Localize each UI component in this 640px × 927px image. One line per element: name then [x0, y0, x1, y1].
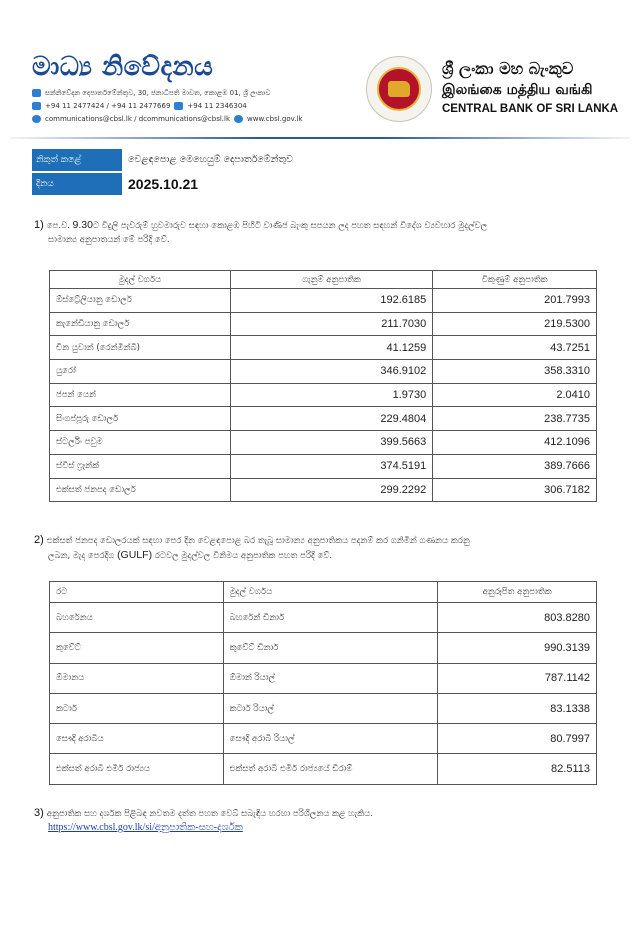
currency-cell: ස්විස් ෆ්‍රෑන්ක්: [50, 454, 231, 478]
section-3-link-line: [34, 821, 604, 835]
section-1-time: 9.30: [72, 219, 93, 231]
currency-cell: කැනේඩියානු ඩොලර්: [50, 312, 231, 336]
press-release-title: මාධ්‍ය නිවේදනය: [32, 52, 214, 82]
fax-icon: [174, 102, 183, 110]
buying-rate-cell: 211.7030: [230, 312, 433, 336]
buying-rate-cell: 346.9102: [230, 360, 433, 384]
currency-cell: ඕමාන් රියාල්: [223, 663, 438, 693]
currency-cell: ඕස්ට්‍රේලියානු ඩොලර්: [50, 289, 231, 313]
selling-rate-cell: 2.0410: [433, 383, 597, 407]
buying-rate-cell: 41.1259: [230, 336, 433, 360]
selling-rate-cell: 306.7182: [433, 478, 597, 502]
section-number: 1): [34, 219, 44, 231]
globe-icon: [234, 115, 243, 123]
envelope-icon: [32, 89, 41, 97]
table-row: [50, 633, 597, 663]
currency-cell: සිංගප්පූරු ඩොලර්: [50, 407, 231, 431]
currency-cell: ජපන් යෙන්: [50, 383, 231, 407]
buying-rate-cell: 399.5663: [230, 431, 433, 455]
selling-rate-cell: 219.5300: [433, 312, 597, 336]
fax-text: +94 11 2346304: [187, 102, 247, 110]
website-text[interactable]: www.cbsl.gov.lk: [247, 115, 303, 123]
country-cell: ඕමානය: [50, 663, 224, 693]
table-row: [50, 431, 597, 455]
table-row: [50, 693, 597, 723]
table-row: [50, 663, 597, 693]
currency-cell: කටාර් රියාල්: [223, 693, 438, 723]
country-cell: සෞදි අරාබිය: [50, 724, 224, 754]
phone-text: +94 11 2477424 / +94 11 2477669: [45, 102, 171, 110]
buying-rate-cell: 192.6185: [230, 289, 433, 313]
selling-rate-cell: 389.7666: [433, 454, 597, 478]
column-header-indicative-rate: අනුරූපිත අනුපාතික: [438, 582, 597, 603]
table-row: [50, 603, 597, 633]
bank-name-block: [442, 58, 632, 118]
rate-cell: 787.1142: [438, 663, 597, 693]
telephone-icon: [32, 102, 41, 110]
section-2-text-before-gulf: ලබන, මැද පෙරදිග: [48, 551, 118, 561]
rate-cell: 990.3139: [438, 633, 597, 663]
section-1-text-line2: සාමාන්‍ය අනුපාතයන් මේ පරිදි වේ.: [48, 235, 170, 245]
buying-rate-cell: 299.2292: [230, 478, 433, 502]
table-row: [50, 312, 597, 336]
column-header-country: රට: [50, 582, 224, 603]
table-header-row: [50, 582, 597, 603]
contact-email: [32, 114, 302, 124]
table-row: [50, 360, 597, 384]
gulf-rates-table: [49, 581, 597, 785]
at-sign-icon: [32, 115, 41, 123]
lion-icon: [388, 81, 410, 97]
table-row: [50, 383, 597, 407]
section-2-text-line1: එක්සත් ජනපද ඩොලරයක් සඳහා පෙර දින වෙළඳපොළ බර තැබූ සාමාන්‍ය අනුපාතිකය පදනම් කර ගනිමින් ගණනය කරනු: [46, 536, 470, 546]
rate-cell: 80.7997: [438, 724, 597, 754]
currency-cell: සෞදි අරාබි රියාල්: [223, 724, 438, 754]
rates-and-indices-link[interactable]: https://www.cbsl.gov.lk/si/අනුපාතික-සහ-දර්ශක: [48, 822, 243, 833]
buying-rate-cell: 374.5191: [230, 454, 433, 478]
country-cell: බහරේනය: [50, 603, 224, 633]
country-cell: කටාර්: [50, 693, 224, 723]
contact-phone: [32, 101, 247, 111]
selling-rate-cell: 43.7251: [433, 336, 597, 360]
section-2-gulf: (GULF): [117, 549, 153, 561]
table-row: [50, 724, 597, 754]
bank-name-english: CENTRAL BANK OF SRI LANKA: [442, 103, 619, 115]
column-header-selling: විකුණුම් අනුපාතික: [433, 271, 597, 289]
table-row: [50, 478, 597, 502]
date-row: [32, 173, 293, 195]
issued-by-value: වෙළඳපොළ මෙහෙයුම් දෙපාර්තමේන්තුව: [128, 154, 293, 165]
currency-cell: යුරෝ: [50, 360, 231, 384]
currency-cell: එක්සත් අරාබි එමීර් රාජ්‍යයේ ඩිරාම්: [223, 754, 438, 784]
column-header-currency: මුදල් වර්ගය: [223, 582, 438, 603]
selling-rate-cell: 412.1096: [433, 431, 597, 455]
section-2-text-line2: [34, 548, 604, 563]
section-1-paragraph: [34, 218, 604, 247]
table-header-row: [50, 271, 597, 289]
section-2-text-after-gulf: රටවල මුදල්වල විනිමය අනුපාතික පහත පරිදි වේ.: [152, 551, 333, 561]
bank-name-sinhala: ශ්‍රී ලංකා මහ බැංකුව: [442, 59, 574, 78]
column-header-currency: මුදල් වර්ගය: [50, 271, 231, 289]
table-row: [50, 454, 597, 478]
column-header-buying: ගැනුම් අනුපාතික: [230, 271, 433, 289]
selling-rate-cell: 238.7735: [433, 407, 597, 431]
section-3-text: අනුපාතික සහ දර්ශක පිළිබඳ නවතම දත්ත පහත වෙබ් සබැඳිය හරහා පරිශීලනය කළ හැකිය.: [46, 809, 373, 819]
section-1-text-before: පෙ.ව.: [46, 221, 73, 231]
currency-cell: චීන යුවාන් (රෙන්මින්බි): [50, 336, 231, 360]
press-release-header: [0, 0, 640, 140]
exchange-rates-table: [49, 270, 597, 502]
date-label: දිනය: [32, 173, 122, 195]
country-cell: එක්සත් අරාබි එමීර් රාජ්‍යය: [50, 754, 224, 784]
table-row: [50, 754, 597, 784]
rate-cell: 83.1338: [438, 693, 597, 723]
selling-rate-cell: 201.7993: [433, 289, 597, 313]
address-text: සන්නිවේදන දෙපාර්තමේන්තුව, 30, ජනාධිපති මාවත, කොළඹ 01, ශ්‍රී ලංකාව: [45, 89, 271, 97]
emblem-red-disc: [377, 67, 421, 111]
buying-rate-cell: 1.9730: [230, 383, 433, 407]
cbsl-emblem-logo: [366, 56, 432, 122]
currency-cell: ස්ටර්ලිං පවුම: [50, 431, 231, 455]
bank-name-tamil: இலங்கை மத்திய வங்கி: [442, 82, 593, 98]
section-number: 2): [34, 534, 44, 546]
currency-cell: කුවේට් ඩිනාර්: [223, 633, 438, 663]
selling-rate-cell: 358.3310: [433, 360, 597, 384]
table-row: [50, 407, 597, 431]
section-3-paragraph: [34, 806, 604, 835]
issued-by-row: [32, 149, 293, 171]
rate-cell: 803.8280: [438, 603, 597, 633]
table-row: [50, 289, 597, 313]
issued-by-label: නිකුත් කළේ: [32, 149, 122, 171]
currency-cell: බහරේන් ඩිනාර්: [223, 603, 438, 633]
rate-cell: 82.5113: [438, 754, 597, 784]
currency-cell: එක්සත් ජනපද ඩොලර්: [50, 478, 231, 502]
email-text[interactable]: communications@cbsl.lk / dcommunications@cbsl.lk: [45, 115, 231, 123]
buying-rate-cell: 229.4804: [230, 407, 433, 431]
contact-address: [32, 88, 270, 98]
section-2-paragraph: [34, 533, 604, 563]
country-cell: කුවේට්: [50, 633, 224, 663]
section-number: 3): [34, 807, 44, 819]
release-meta: [32, 149, 293, 197]
table-row: [50, 336, 597, 360]
date-value: 2025.10.21: [128, 176, 199, 192]
section-1-text-after: ට විදුලි පැවරුම් හුවමාරුව සඳහා කොළඹ පිහිටි වාණිජ බැංකු සපයන ලද පහත සඳහන් විදේශ ව්‍යවහාර මුදල්වල: [92, 221, 488, 231]
header-divider: [10, 137, 630, 139]
